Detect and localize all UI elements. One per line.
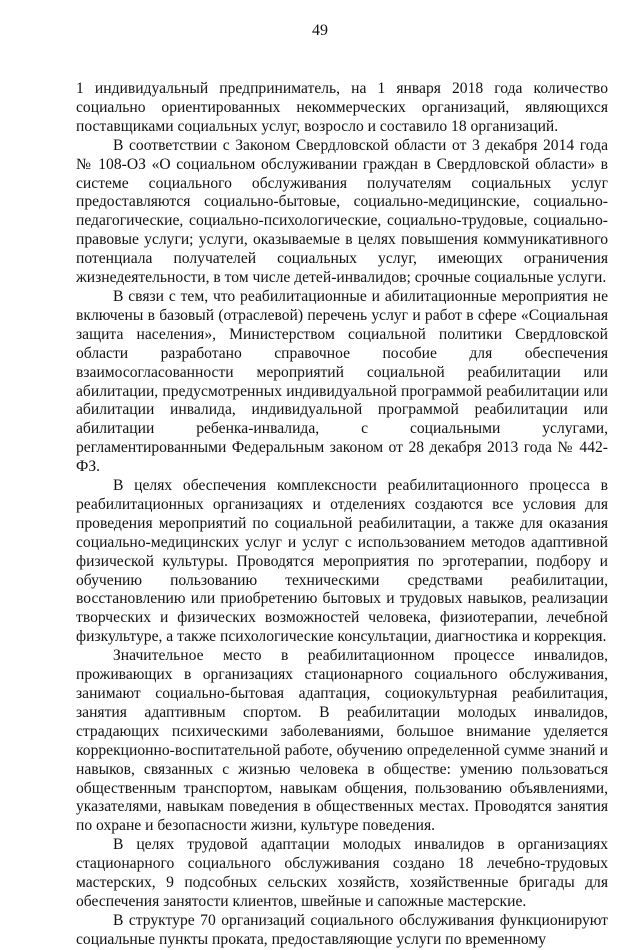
body-text	[76, 80, 608, 950]
paragraph-rental-points: В структуре 70 организаций социального обслуживания функционируют социальные пункты проката, предоставляющие услуги по временному	[76, 911, 608, 948]
page-number: 49	[312, 22, 328, 39]
paragraph-continuation: 1 индивидуальный предприниматель, на 1 января 2018 года количество социально ориентированных некоммерческих организаций, являющихся поставщиками социальных услуг, возросло и составило 18 организаций.	[76, 80, 608, 135]
paragraph-social-adaptation: Значительное место в реабилитационном процессе инвалидов, проживающих в организациях стационарного социального обслуживания, занимают социально-бытовая адаптация, социокультурная реабилитация, занятия адаптивным спортом. В реабилитации молодых инвалидов, страдающих психическими заболеваниями, большое внимание уделяется коррекционно-воспитательной работе, обучению определенной сумме знаний и навыков, связанных с жизнью человека в обществе: умению пользоваться общественным транспортом, навыкам общения, пользованию объявлениями, указателями, навыкам поведения в общественных местах. Проводятся занятия по охране и безопасности жизни, культуре поведения.	[76, 647, 608, 835]
paragraph-labor-adaptation: В целях трудовой адаптации молодых инвалидов в организациях стационарного социального обслуживания создано 18 лечебно-трудовых мастерских, 9 подсобных сельских хозяйств, хозяйственные бригады для обеспечения занятости клиентов, швейные и сапожные мастерские.	[76, 836, 608, 910]
paragraph-rehabilitation-guide: В связи с тем, что реабилитационные и абилитационные мероприятия не включены в базовый (отраслевой) перечень услуг и работ в сфере «Социальная защита населения», Министерством социальной политики Свердловской области разработано справочное пособие для обеспечения взаимосогласованности мероприятий социальной реабилитации или абилитации, предусмотренных индивидуальной программой реабилитации или абилитации инвалида, индивидуальной программой реабилитации или абилитации ребенка-инвалида, с социальными услугами, регламентированными Федеральным законом от 28 декабря 2013 года № 442-ФЗ.	[76, 287, 608, 476]
paragraph-law-services: В соответствии с Законом Свердловской области от 3 декабря 2014 года № 108-ОЗ «О социальном обслуживании граждан в Свердловской области» в системе социального обслуживания получателям социальных услуг предоставляются социально-бытовые, социально-медицинские, социально-педагогические, социально-психологические, социально-трудовые, социально-правовые услуги; услуги, оказываемые в целях повышения коммуникативного потенциала получателей социальных услуг, имеющих ограничения жизнедеятельности, в том числе детей-инвалидов; срочные социальные услуги.	[76, 136, 608, 287]
paragraph-comprehensive-rehabilitation: В целях обеспечения комплексности реабилитационного процесса в реабилитационных организациях и отделениях создаются все условия для проведения мероприятий по социальной реабилитации, а также для оказания социально-медицинских услуг и услуг с использованием методов адаптивной физической культуры. Проводятся мероприятия по эрготерапии, подбору и обучению пользованию техническими средствами реабилитации, восстановлению или приобретению бытовых и трудовых навыков, реализации творческих и физических возможностей человека, физиотерапии, лечебной физкультуре, а также психологические консультации, диагностика и коррекция.	[76, 477, 608, 646]
